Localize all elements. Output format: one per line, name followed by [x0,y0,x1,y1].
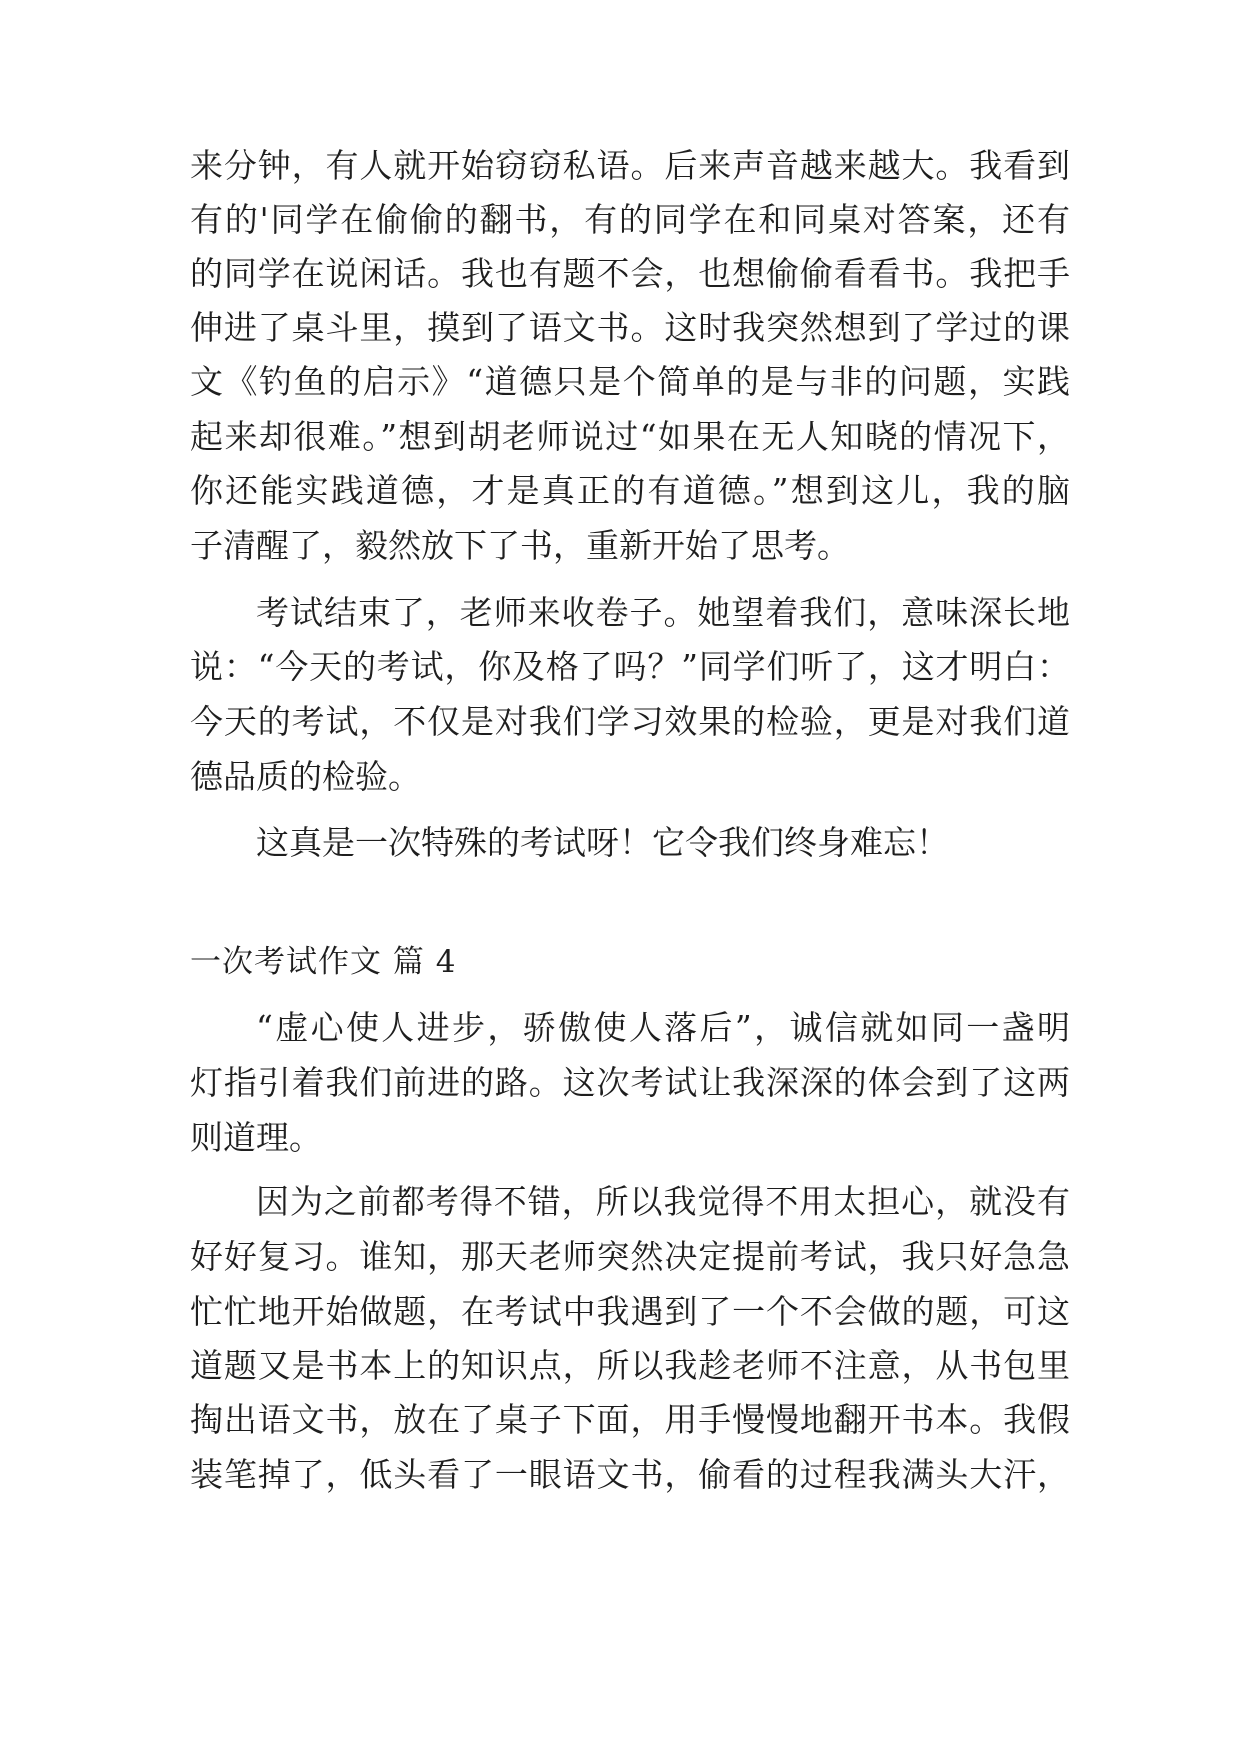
text-line: 说：“今天的考试，你及格了吗？”同学们听了，这才明白： [190,647,1070,686]
text-line: 今天的考试，不仅是对我们学习效果的检验，更是对我们道 [190,702,1070,741]
text-line: 道题又是书本上的知识点，所以我趁老师不注意，从书包里 [190,1346,1070,1385]
text-line: “虚心使人进步，骄傲使人落后”，诚信就如同一盏明 [256,1008,1070,1047]
text-line: 来分钟，有人就开始窃窃私语。后来声音越来越大。我看到 [190,146,1070,185]
text-line: 考试结束了，老师来收卷子。她望着我们，意味深长地 [256,593,1070,632]
section-heading: 一次考试作文 篇 4 [190,944,457,980]
text-line: 灯指引着我们前进的路。这次考试让我深深的体会到了这两 [190,1063,1070,1102]
text-line: 的同学在说闲话。我也有题不会，也想偷偷看看书。我把手 [190,254,1070,293]
text-line: 伸进了桌斗里，摸到了语文书。这时我突然想到了学过的课 [190,308,1070,347]
text-line: 有的'同学在偷偷的翻书，有的同学在和同桌对答案，还有 [190,200,1070,239]
text-line: 好好复习。谁知，那天老师突然决定提前考试，我只好急急 [190,1237,1070,1276]
text-line: 德品质的检验。 [190,757,421,796]
text-line: 你还能实践道德，才是真正的有道德。”想到这儿，我的脑 [190,471,1070,510]
text-line: 因为之前都考得不错，所以我觉得不用太担心，就没有 [256,1182,1070,1221]
text-line: 起来却很难。”想到胡老师说过“如果在无人知晓的情况下， [190,417,1070,456]
text-line: 文《钓鱼的启示》“道德只是个简单的是与非的问题，实践 [190,362,1070,401]
text-line: 这真是一次特殊的考试呀！它令我们终身难忘！ [256,823,949,862]
text-line: 忙忙地开始做题，在考试中我遇到了一个不会做的题，可这 [190,1292,1070,1331]
text-line: 子清醒了，毅然放下了书，重新开始了思考。 [190,526,850,565]
text-line: 掏出语文书，放在了桌子下面，用手慢慢地翻开书本。我假 [190,1400,1070,1439]
text-line: 则道理。 [190,1118,322,1157]
text-line: 装笔掉了，低头看了一眼语文书，偷看的过程我满头大汗， [190,1455,1070,1494]
